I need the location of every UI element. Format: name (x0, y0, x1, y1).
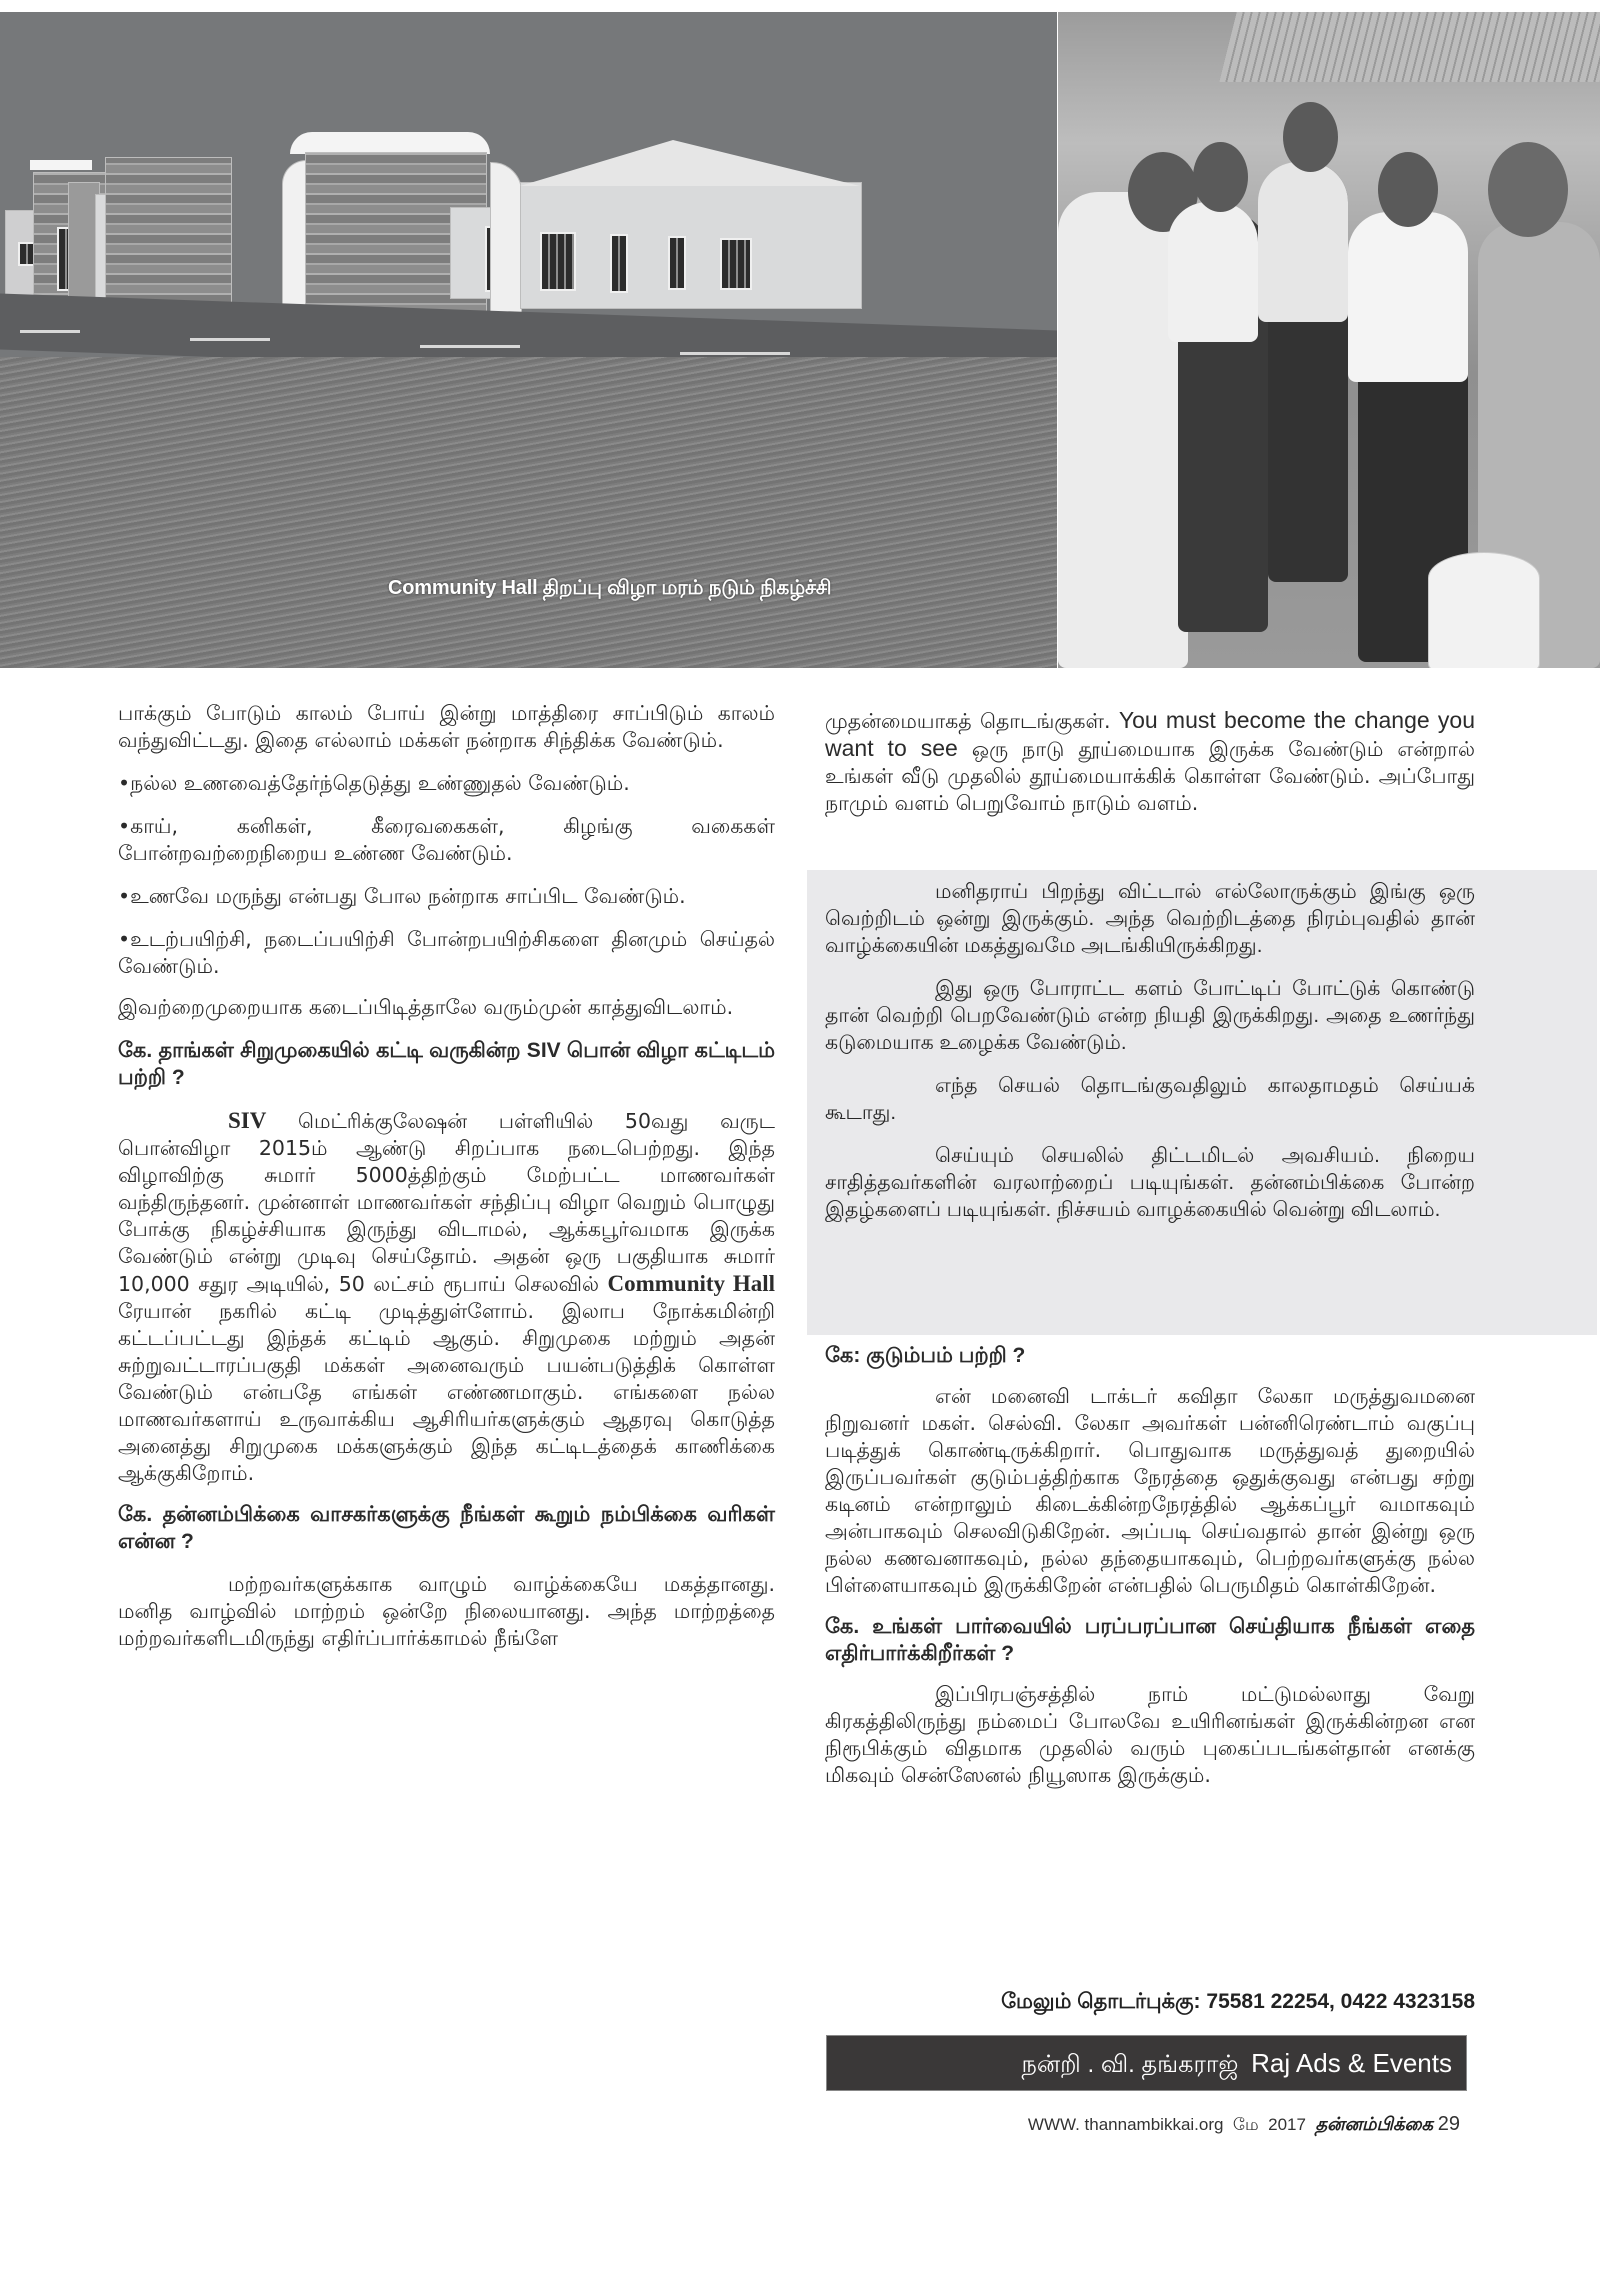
bullet-item: •நல்ல உணவைத்தேர்ந்தெடுத்து உண்ணுதல் வேண்டும். (118, 771, 630, 795)
highlight-paragraph: மனிதராய் பிறந்து விட்டால் எல்லோருக்கும் இங்கு ஒரு வெற்றிடம் ஒன்று இருக்கும். அந்த வெற்றிடத்தை நிரம்புவதில் தான் வாழ்க்கையின் மகத்துவமே அடங்கியிருக்கிறது. (825, 880, 1475, 957)
highlight-paragraph: எந்த செயல் தொடங்குவதிலும் காலதாமதம் செய்யக் கூடாது. (825, 1074, 1475, 1124)
answer-text: ரேயான் நகரில் கட்டி முடித்துள்ளோம். இலாப நோக்கமின்றி கட்டப்பட்டது இந்தக் கட்டிம் ஆகும். சிறுமுகை மற்றும் அதன் சுற்றுவட்டாரப்பகுதி மக்கள் அனைவரும் பயன்படுத்திக் கொள்ள வேண்டும் என்பதே எங்கள் எண்ணமாகும். எங்களை நல்ல மாணவர்களாய் உருவாக்கிய ஆசிரியர்களுக்கும் ஆதரவு கொடுத்த அனைத்து சிறுமுகை மக்களுக்கும் இந்த கட்டிடத்தைக் காணிக்கை ஆக்குகிறோம். (118, 1299, 775, 1485)
person-shirt (1258, 162, 1348, 322)
question-heading: கே. தாங்கள் சிறுமுகையில் கட்டி வருகின்ற SIV பொன் விழா கட்டிடம் பற்றி ? (118, 1039, 775, 1089)
person-shirt (1348, 212, 1468, 382)
highlight-paragraph: செய்யும் செயலில் திட்டமிடல் அவசியம். நிறைய சாதித்தவர்களின் வரலாற்றைப் படியுங்கள். தன்னம்பிக்கை போன்ற இதழ்களைப் படியுங்கள். நிச்சயம் வாழக்கையில் வென்று விடலாம். (825, 1144, 1475, 1221)
stone-facade (105, 157, 232, 314)
highlight-paragraph: இது ஒரு போராட்ட களம் போட்டிப் போட்டுக் கொண்டு தான் வெற்றி பெறவேண்டும் என்ற நியதி இருக்கிறது. அதை உணர்ந்து கடுமையாக உழைக்க வேண்டும். (825, 977, 1475, 1054)
photo-caption: Community Hall திறப்பு விழா மரம் நடும் நிகழ்ச்சி (388, 577, 832, 599)
question-heading: கே. தன்னம்பிக்கை வாசகர்களுக்கு நீங்கள் கூறும் நம்பிக்கை வரிகள் என்ன ? (118, 1503, 775, 1553)
bullet-item: •காய், கனிகள், கீரைவகைகள், கிழங்கு வகைகள் போன்றவற்றைநிறைய உண்ண வேண்டும். (118, 814, 775, 865)
credit-name: நன்றி . வி. தங்கராஜ் (1021, 2051, 1239, 2078)
answer-paragraph (118, 1107, 775, 1487)
paragraph-text: ஒரு நாடு தூய்மையாக இருக்க வேண்டும் என்றால் உங்கள் வீடு முதலில் தூய்மையாக்கிக் கொள்ள வேண்டும். அப்போது நாமும் வளம் பெறுவோம் நாடும் வளம். (825, 737, 1475, 815)
question-heading: கே. உங்கள் பார்வையில் பரப்பரப்பான செய்தியாக நீங்கள் எதை எதிர்பார்க்கிறீர்கள் ? (825, 1615, 1475, 1665)
road-marking (20, 330, 80, 333)
contact-line (825, 1990, 1475, 2016)
english-quote: You must become the change you want to see (825, 707, 1475, 761)
continued-paragraph (825, 707, 1475, 817)
person-head (1283, 102, 1338, 172)
page-number: 29 (1437, 2113, 1460, 2135)
footer-year: 2017 (1268, 2115, 1306, 2134)
footer-website: WWW. thannambikkai.org (1027, 2115, 1224, 2134)
right-column-top (825, 707, 1475, 817)
tree-planting-photo (1058, 12, 1600, 668)
siv-label: SIV (228, 1108, 267, 1133)
shed-roof (1219, 12, 1600, 82)
road-marking (680, 352, 790, 355)
community-hall-rendering (0, 12, 1057, 668)
magazine-logo: தன்னம்பிக்கை (1315, 2114, 1434, 2134)
paragraph-text: முதன்மையாகத் தொடங்குகள். (825, 709, 1119, 733)
lawn (0, 357, 1057, 668)
building-window (720, 238, 752, 290)
page-footer (960, 2113, 1460, 2137)
arch-right (490, 162, 522, 314)
left-column (118, 700, 775, 1652)
arch-left (282, 160, 306, 312)
person-head (1378, 152, 1438, 227)
intro-paragraph: பாக்கும் போடும் காலம் போய் இன்று மாத்திரை சாப்பிடும் காலம் வந்துவிட்டது. இதை எல்லாம் மக்கள் நன்றாக சிந்திக்க வேண்டும். (118, 701, 775, 752)
answer-text: மெட்ரிக்குலேஷன் பள்ளியில் 50வது வருட பொன்விழா 2015ம் ஆண்டு சிறப்பாக நடைபெற்றது. இந்த விழாவிற்கு சுமார் 5000த்திற்கும் மேற்பட்ட மாணவர்கள் வந்திருந்தனர். முன்னாள் மாணவர்கள் சந்திப்பு விழா வெறும் பொழுது போக்கு நிகழ்ச்சியாக இருந்து விடாமல், ஆக்கபூர்வமாக இருக்க வேண்டும் என்று முடிவு செய்தோம். அதன் ஒரு பகுதியாக சுமார் 10,000 சதுர அடியில், 50 லட்சம் ரூபாய் செலவில் (118, 1109, 775, 1296)
white-bucket (1428, 552, 1540, 668)
bullet-item: •உடற்பயிற்சி, நடைப்பயிற்சி போன்றபயிற்சிகளை தினமும் செய்தல் வேண்டும். (118, 927, 775, 978)
credit-text (1022, 2048, 1453, 2081)
footer-month: மே (1232, 2115, 1259, 2134)
arch-top (290, 132, 490, 154)
building-window (668, 236, 686, 290)
answer-paragraph: இப்பிரபஞ்சத்தில் நாம் மட்டுமல்லாது வேறு கிரகத்திலிருந்து நம்மைப் போலவே உயிரினங்கள் இருக்கின்றன என நிரூபிக்கும் விதமாக முதலில் வரும் புகைப்படங்கள்தான் எனக்கு மிகவும் சென்ஸேனல் நியூஸாக இருக்கும். (825, 1682, 1475, 1787)
answer-paragraph: மற்றவர்களுக்காக வாழும் வாழ்க்கையே மகத்தானது. மனித வாழ்வில் மாற்றம் ஒன்றே நிலையானது. அந்த மாற்றத்தை மற்றவர்களிடமிருந்து எதிர்ப்பார்க்காமல் நீங்ளே (118, 1572, 775, 1650)
right-column-bottom (825, 1342, 1475, 1789)
bullet-item: •உணவே மருந்து என்பது போல நன்றாக சாப்பிட வேண்டும். (118, 884, 686, 908)
credit-company: Raj Ads & Events (1251, 2048, 1452, 2078)
building-window (610, 234, 628, 293)
contact-numbers: 75581 22254, 0422 4323158 (1206, 1990, 1475, 2013)
person-shirt (1168, 202, 1258, 342)
road-marking (420, 345, 520, 348)
answer-paragraph: என் மனைவி டாக்டர் கவிதா லேகா மருத்துவமனை நிறுவனர் மகள். செல்வி. லேகா அவர்கள் பன்னிரெண்டாம் வகுப்பு படித்துக் கொண்டிருக்கிறார். பொதுவாக மருத்துவத் துறையில் இருப்பவர்கள் குடும்பத்திற்காக நேரத்தை ஒதுக்குவது என்பது சற்று கடினம் என்றாலும் கிடைக்கின்றநேரத்தில் ஆக்கப்பூர் வமாகவும் அன்பாகவும் செலவிடுகிறேன். அப்படி செய்வதால் தான் இன்று ஒரு நல்ல கணவனாகவும், நல்ல தந்தையாகவும், பெற்றவர்களுக்கு நல்ல பிள்ளையாகவும் இருக்கிறேன் என்பதில் பெருமிதம் கொள்கிறேன். (825, 1384, 1475, 1597)
conclusion-paragraph: இவற்றைமுறையாக கடைப்பிடித்தாலே வரும்முன் காத்துவிடலாம். (118, 995, 734, 1019)
highlight-box-text (825, 878, 1475, 1223)
roof-edge (30, 160, 92, 170)
contact-label: மேலும் தொடர்புக்கு: (1001, 1990, 1207, 2013)
credit-banner (826, 2035, 1467, 2091)
community-hall-label: Community Hall (607, 1271, 775, 1296)
person-head (1193, 142, 1248, 212)
question-heading: கே: குடும்பம் பற்றி ? (825, 1344, 1026, 1367)
road-marking (190, 338, 270, 341)
photo-strip (0, 12, 1600, 668)
person-head (1488, 142, 1568, 237)
building-window (540, 232, 576, 291)
